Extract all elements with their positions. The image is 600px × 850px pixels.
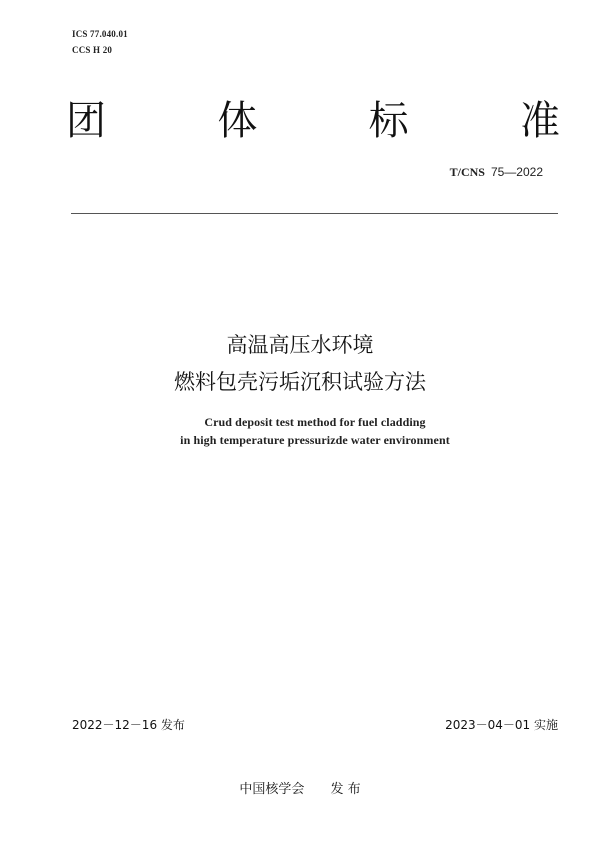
standard-type-char: 团 — [66, 98, 106, 144]
publisher-action: 发 布 — [330, 782, 361, 797]
standard-number — [450, 165, 543, 180]
standard-number-value: 75—2022 — [490, 165, 543, 179]
ccs-code: CCS H 20 — [72, 45, 113, 55]
standard-type-char: 体 — [217, 98, 258, 144]
title-cn-line2: 燃料包壳污垢沉积试验方法 — [174, 370, 426, 394]
publisher-organization: 中国核学会 — [239, 782, 305, 797]
ics-code: ICS 77.040.01 — [72, 29, 128, 39]
title-en-line2: in high temperature pressurizde water environment — [180, 433, 450, 447]
publisher — [0, 778, 600, 797]
title-cn-line1: 高温高压水环境 — [226, 333, 374, 357]
standard-number-prefix: T/CNS — [449, 165, 485, 179]
standard-type-heading — [66, 96, 560, 146]
implementation-date: 2023－04－01 实施 — [445, 718, 558, 732]
standard-type-char: 标 — [368, 98, 409, 144]
header-divider — [71, 213, 558, 214]
title-en-line1: Crud deposit test method for fuel cladding — [204, 415, 426, 429]
issue-date: 2022－12－16 发布 — [72, 718, 185, 732]
standard-type-char: 准 — [519, 98, 560, 144]
